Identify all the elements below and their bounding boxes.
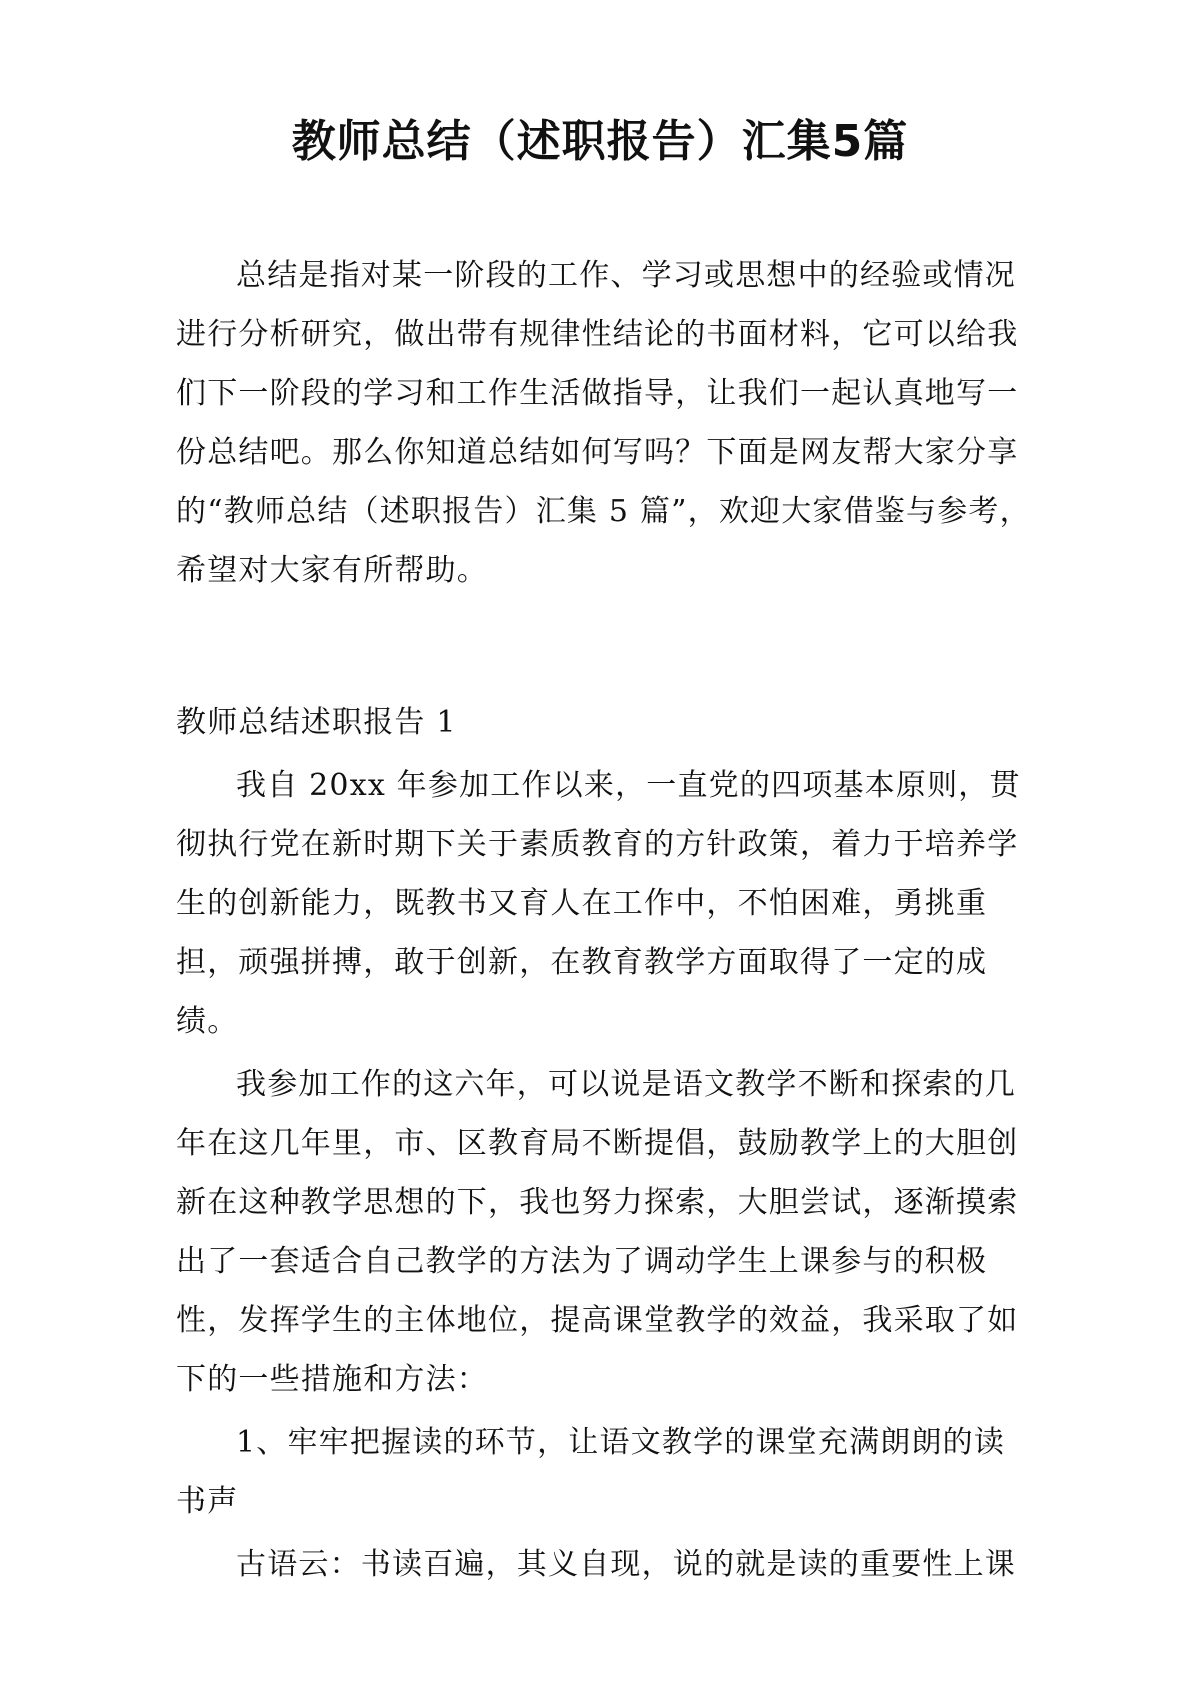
body-paragraph: 我自 20xx 年参加工作以来，一直党的四项基本原则，贯彻执行党在新时期下关于素质教育的方针政策，着力于培养学生的创新能力，既教书又育人在工作中，不怕困难，勇挑重担，顽强拼搏，敢于创新，在教育教学方面取得了一定的成绩。 bbox=[176, 768, 1021, 1039]
body-paragraph: 我参加工作的这六年，可以说是语文教学不断和探索的几年在这几年里，市、区教育局不断提倡，鼓励教学上的大胆创新在这种教学思想的下，我也努力探索，大胆尝试，逐渐摸索出了一套适合自己教学的方法为了调动学生上课参与的积极性，发挥学生的主体地位，提高课堂教学的效益，我采取了如下的一些措施和方法： bbox=[176, 1067, 1019, 1397]
list-item-paragraph: 1、牢牢把握读的环节，让语文教学的课堂充满朗朗的读书声 bbox=[176, 1425, 1006, 1519]
document-title: 教师总结（述职报告）汇集5篇 bbox=[291, 116, 909, 167]
section-heading: 教师总结述职报告 1 bbox=[176, 705, 457, 740]
intro-paragraph: 总结是指对某一阶段的工作、学习或思想中的经验或情况进行分析研究，做出带有规律性结论的书面材料，它可以给我们下一阶段的学习和工作生活做指导，让我们一起认真地写一份总结吧。那么你知道总结如何写吗？下面是网友帮大家分享的“教师总结（述职报告）汇集 5 篇”，欢迎大家借鉴与参考，希望对大家有所帮助。 bbox=[176, 258, 1031, 588]
report-section bbox=[176, 693, 1034, 1598]
intro-section bbox=[176, 246, 1034, 600]
body-paragraph: 古语云：书读百遍，其义自现，说的就是读的重要性上课 bbox=[236, 1547, 1016, 1582]
